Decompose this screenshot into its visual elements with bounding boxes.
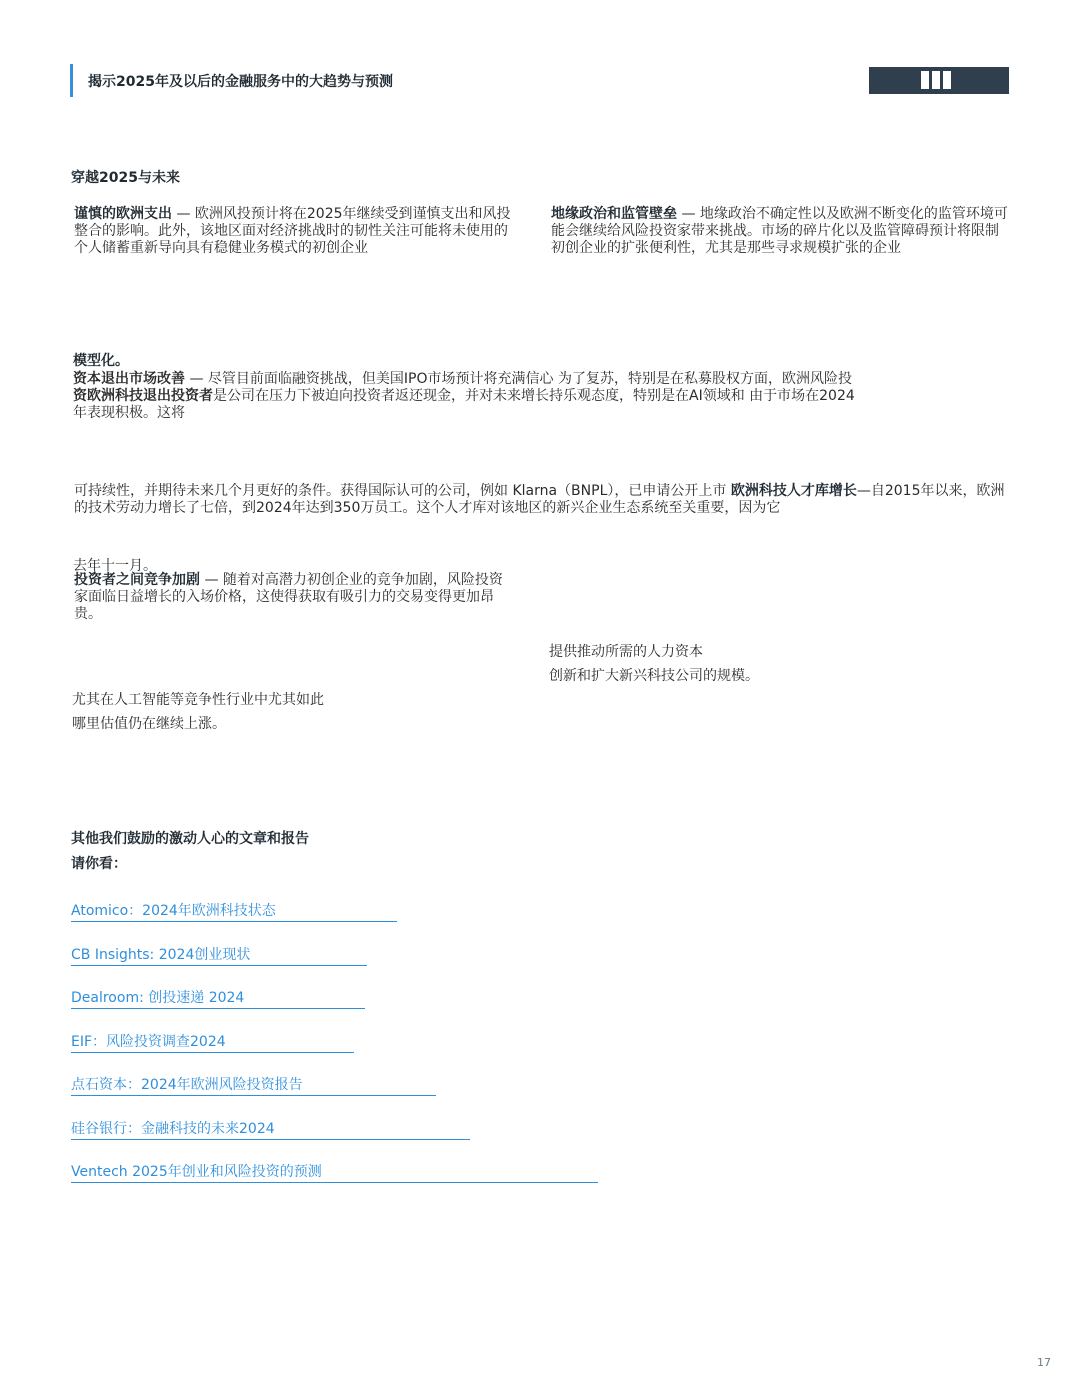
reports-prompt: 其他我们鼓励的激动人心的文章和报告	[71, 831, 309, 847]
text-ai-competition: 尤其在人工智能等竞争性行业中尤其如此	[72, 692, 324, 708]
text-tech-exit: 是公司在压力下被迫向投资者返还现金，并对未来增长持乐观态度，特别是在AI领域和 由于市场在2024	[213, 388, 855, 404]
heading-investor-competition: 投资者之间竞争加剧	[74, 572, 200, 588]
overlap-line-tech-exit	[73, 385, 855, 405]
text-human-capital: 提供推动所需的人力资本	[549, 644, 703, 660]
header-accent-bar	[70, 64, 73, 97]
report-link-svb[interactable]: 硅谷银行：金融科技的未来2024	[71, 1118, 470, 1140]
brand-logo	[869, 67, 1009, 94]
paragraph-geopolitics	[551, 206, 1011, 257]
text-last-november: 去年十一月。	[73, 558, 157, 574]
overlap-line-model: 模型化。	[73, 353, 129, 369]
logo-block	[932, 71, 940, 89]
paragraph-investor-competition	[74, 572, 504, 623]
paragraph-talent-pool	[74, 483, 1014, 517]
section-title: 穿越2025与未来	[71, 170, 180, 186]
text-geopolitics: — 地缘政治不确定性以及欧洲不断变化的监管环境可能会继续给风险投资家带来挑战。市场的碎片化以及监管障碍预计将限制初创企业的扩张便利性，尤其是那些寻求规模扩张的企业	[551, 206, 1008, 256]
heading-exit-market: 资本退出市场改善	[73, 371, 185, 387]
text-cautious-spending: — 欧洲风投预计将在2025年继续受到谨慎支出和风投整合的影响。此外，该地区面对经济挑战时的韧性关注可能将未使用的个人储蓄重新导向具有稳健业务模式的初创企业	[74, 206, 511, 256]
paragraph-cautious-spending	[74, 206, 518, 257]
text-investor-competition: — 随着对高潜力初创企业的竞争加剧，风险投资家面临日益增长的入场价格，这使得获取有吸引力的交易变得更加昂贵。	[74, 572, 503, 622]
text-exit-market: — 尽管目前面临融资挑战，但美国IPO市场预计将充满信心 为了复苏，特别是在私募股权方面，欧洲风险投	[185, 371, 852, 387]
heading-talent-pool: 欧洲科技人才库增长	[730, 483, 857, 499]
heading-tech-exit: 资欧洲科技退出投资者	[73, 388, 213, 404]
report-link-dealroom[interactable]: Dealroom: 创投速递 2024	[71, 987, 365, 1009]
report-link-atomico[interactable]: Atomico：2024年欧洲科技状态	[71, 900, 397, 922]
text-valuations-rising: 哪里估值仍在继续上涨。	[72, 716, 226, 732]
heading-geopolitics: 地缘政治和监管壁垒	[551, 206, 677, 222]
report-link-dianshi-capital[interactable]: 点石资本：2024年欧洲风险投资报告	[71, 1074, 436, 1096]
heading-cautious-spending: 谨慎的欧洲支出	[74, 206, 172, 222]
text-scale-innovation: 创新和扩大新兴科技公司的规模。	[549, 668, 759, 684]
report-link-cb-insights[interactable]: CB Insights: 2024创业现状	[71, 944, 367, 966]
logo-block	[943, 71, 951, 89]
report-link-ventech[interactable]: Ventech 2025年创业和风险投资的预测	[71, 1161, 598, 1183]
report-link-eif[interactable]: EIF：风险投资调查2024	[71, 1031, 354, 1053]
header-title: 揭示2025年及以后的金融服务中的大趋势与预测	[88, 74, 393, 90]
overlap-line-performance: 年表现积极。这将	[73, 405, 185, 421]
logo-block	[921, 71, 929, 89]
text-talent-pool: —自2015年以来，欧洲的技术劳动力增长了七倍，到2024年达到350万员工。这个人才库对该地区的新兴企业生态系统至关重要，因为它	[74, 483, 1005, 516]
page-number: 17	[1037, 1356, 1051, 1369]
text-sustainability: 可持续性，并期待未来几个月更好的条件。获得国际认可的公司，例如 Klarna（BNPL），已申请公开上市	[74, 483, 731, 499]
reports-prompt-please-see: 请你看：	[71, 856, 127, 872]
